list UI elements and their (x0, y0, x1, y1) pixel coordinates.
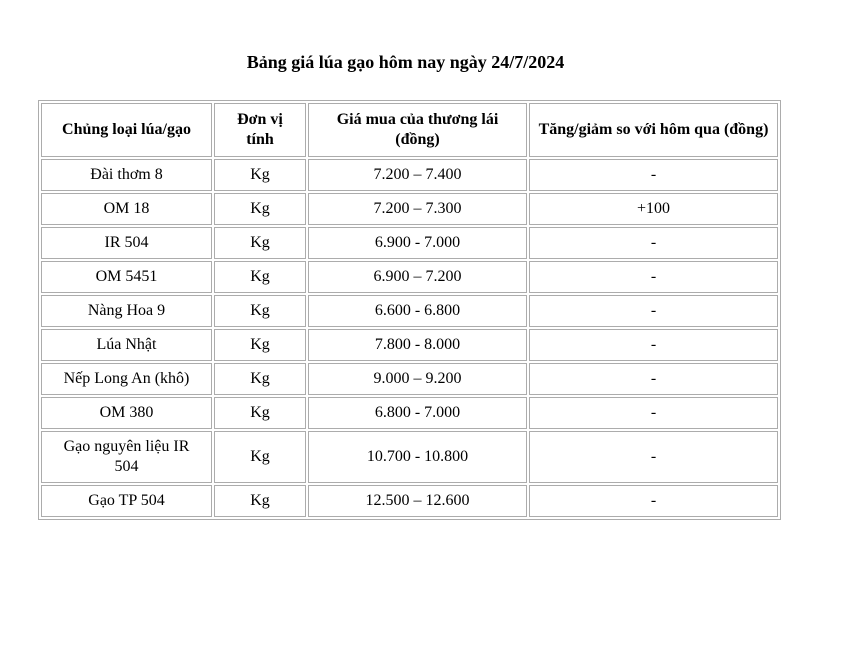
cell-trader-price: 9.000 – 9.200 (308, 363, 527, 395)
table-row (41, 227, 778, 259)
cell-trader-price: 6.800 - 7.000 (308, 397, 527, 429)
table-row (41, 295, 778, 327)
cell-trader-price: 7.800 - 8.000 (308, 329, 527, 361)
table-row (41, 431, 778, 483)
cell-rice-type: Nếp Long An (khô) (41, 363, 212, 395)
rice-price-table (38, 100, 781, 520)
cell-trader-price: 10.700 - 10.800 (308, 431, 527, 483)
cell-unit: Kg (214, 329, 306, 361)
table-header-row (41, 103, 778, 157)
cell-change: - (529, 227, 778, 259)
table-row (41, 159, 778, 191)
cell-unit: Kg (214, 431, 306, 483)
table-head (41, 103, 778, 157)
cell-unit: Kg (214, 159, 306, 191)
cell-unit: Kg (214, 397, 306, 429)
table-row (41, 329, 778, 361)
table-row (41, 193, 778, 225)
cell-unit: Kg (214, 485, 306, 517)
cell-trader-price: 6.600 - 6.800 (308, 295, 527, 327)
cell-rice-type: Đài thơm 8 (41, 159, 212, 191)
table-row (41, 485, 778, 517)
cell-unit: Kg (214, 261, 306, 293)
cell-trader-price: 6.900 - 7.000 (308, 227, 527, 259)
cell-change: - (529, 329, 778, 361)
cell-change: +100 (529, 193, 778, 225)
col-header-rice-type: Chủng loại lúa/gạo (41, 103, 212, 157)
document-page (38, 50, 773, 520)
col-header-trader-price: Giá mua của thương lái (đồng) (308, 103, 527, 157)
cell-change: - (529, 363, 778, 395)
cell-trader-price: 12.500 – 12.600 (308, 485, 527, 517)
cell-change: - (529, 397, 778, 429)
cell-change: - (529, 159, 778, 191)
cell-rice-type: OM 5451 (41, 261, 212, 293)
col-header-change: Tăng/giảm so với hôm qua (đồng) (529, 103, 778, 157)
table-body (41, 159, 778, 517)
table-row (41, 261, 778, 293)
cell-rice-type: Nàng Hoa 9 (41, 295, 212, 327)
cell-rice-type: Gạo nguyên liệu IR 504 (41, 431, 212, 483)
page-title: Bảng giá lúa gạo hôm nay ngày 24/7/2024 (246, 52, 565, 72)
cell-rice-type: Lúa Nhật (41, 329, 212, 361)
table-row (41, 397, 778, 429)
cell-change: - (529, 485, 778, 517)
col-header-unit: Đơn vị tính (214, 103, 306, 157)
cell-rice-type: OM 380 (41, 397, 212, 429)
cell-unit: Kg (214, 295, 306, 327)
cell-unit: Kg (214, 193, 306, 225)
table-row (41, 363, 778, 395)
cell-trader-price: 7.200 – 7.300 (308, 193, 527, 225)
cell-change: - (529, 431, 778, 483)
cell-rice-type: Gạo TP 504 (41, 485, 212, 517)
cell-unit: Kg (214, 363, 306, 395)
cell-change: - (529, 261, 778, 293)
cell-trader-price: 7.200 – 7.400 (308, 159, 527, 191)
cell-change: - (529, 295, 778, 327)
cell-rice-type: OM 18 (41, 193, 212, 225)
cell-unit: Kg (214, 227, 306, 259)
cell-trader-price: 6.900 – 7.200 (308, 261, 527, 293)
cell-rice-type: IR 504 (41, 227, 212, 259)
